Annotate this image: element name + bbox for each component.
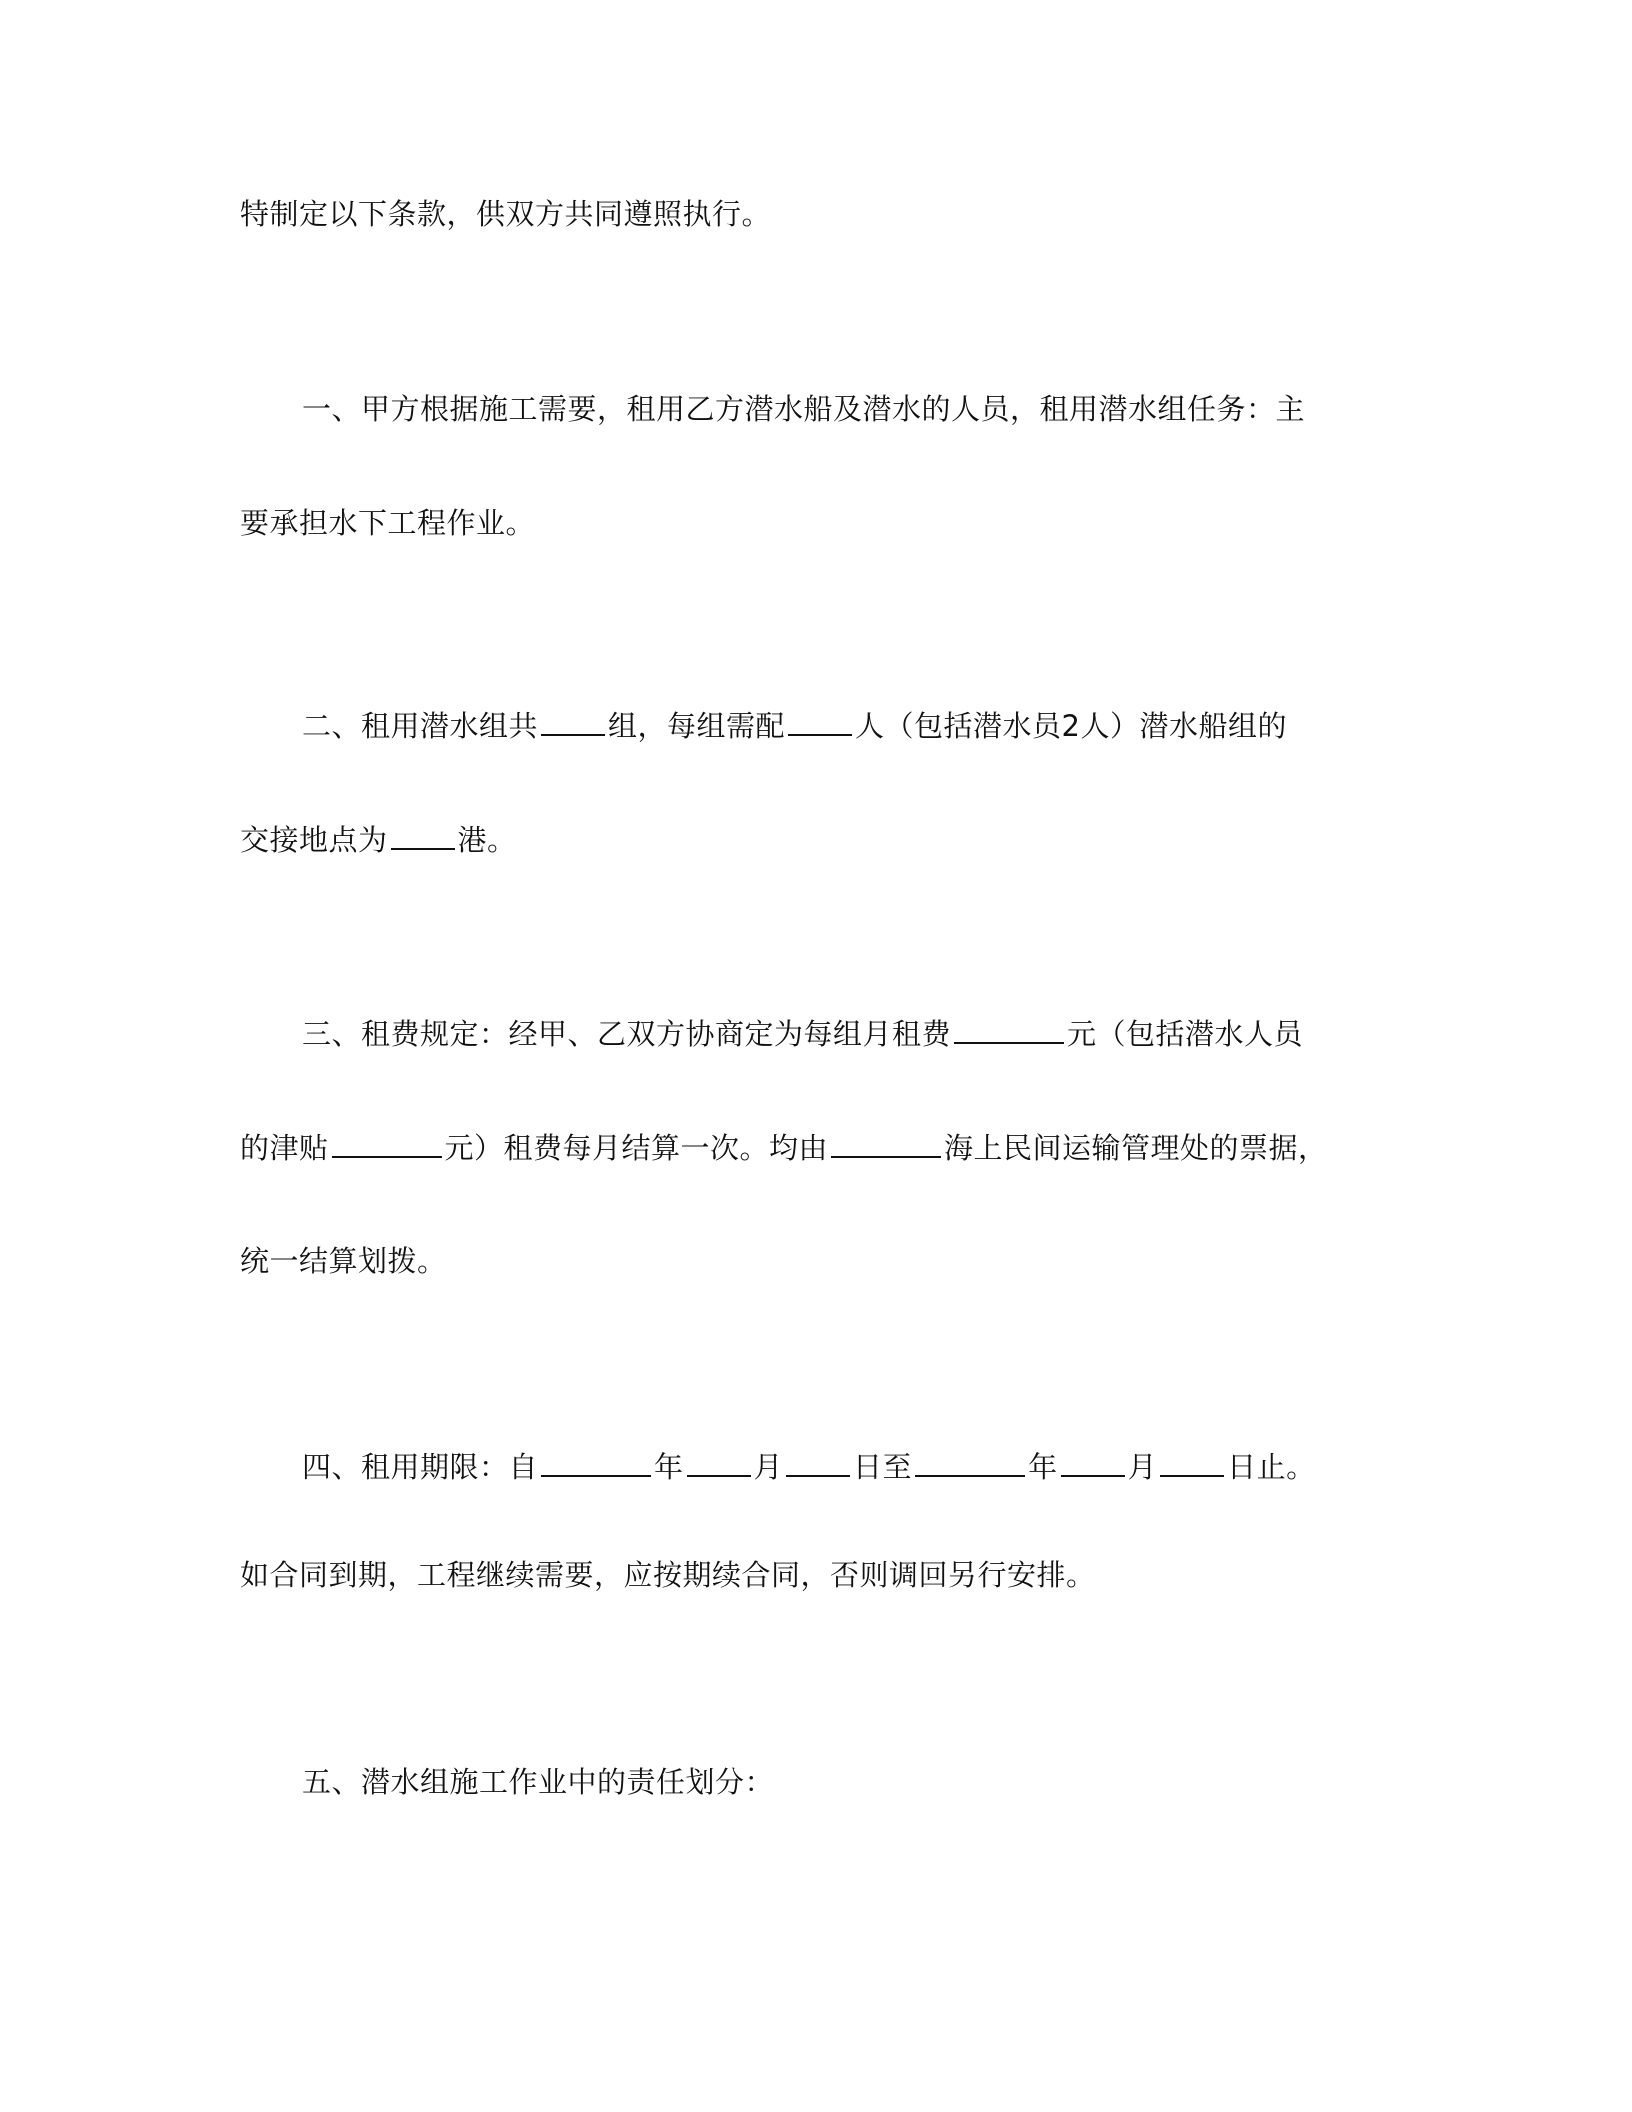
clause-3-text-a: 三、租费规定：经甲、乙双方协商定为每组月租费 bbox=[302, 1017, 952, 1051]
management-office-blank[interactable] bbox=[831, 1132, 941, 1158]
clause-4-year-1: 年 bbox=[654, 1450, 684, 1484]
clause-1-line-2 bbox=[240, 503, 535, 543]
clause-2-text-a: 二、租用潜水组共 bbox=[302, 709, 539, 743]
clause-2-text-c: 人（包括潜水员2人）潜水船组的 bbox=[855, 709, 1287, 743]
clause-2-line-1 bbox=[302, 706, 1287, 746]
end-year-blank[interactable] bbox=[915, 1451, 1025, 1477]
clause-3-line-3 bbox=[240, 1241, 447, 1281]
clause-3-line-1 bbox=[302, 1014, 1303, 1054]
end-day-blank[interactable] bbox=[1160, 1451, 1224, 1477]
clause-2-text-d: 交接地点为 bbox=[240, 823, 388, 857]
group-count-blank[interactable] bbox=[541, 710, 605, 736]
clause-3-text-c: 的津贴 bbox=[240, 1131, 329, 1165]
allowance-blank[interactable] bbox=[332, 1132, 442, 1158]
start-month-blank[interactable] bbox=[687, 1451, 751, 1477]
intro-line bbox=[240, 194, 771, 234]
intro-text: 特制定以下条款，供双方共同遵照执行。 bbox=[240, 197, 772, 231]
clause-3-text-b: 元（包括潜水人员 bbox=[1067, 1017, 1304, 1051]
clause-4-text-b: 如合同到期，工程继续需要，应按期续合同，否则调回另行安排。 bbox=[240, 1558, 1096, 1592]
clause-4-month-2: 月 bbox=[1127, 1450, 1158, 1484]
end-month-blank[interactable] bbox=[1061, 1451, 1125, 1477]
clause-5-text: 五、潜水组施工作业中的责任划分： bbox=[302, 1765, 775, 1799]
clause-2-line-2 bbox=[240, 820, 517, 860]
clause-1-text-cont: 要承担水下工程作业。 bbox=[240, 506, 536, 540]
clause-4-line-1 bbox=[302, 1447, 1316, 1487]
clause-2-text-e: 港。 bbox=[457, 823, 517, 857]
clause-4-line-2 bbox=[240, 1555, 1096, 1595]
clause-2-text-b: 组，每组需配 bbox=[608, 709, 786, 743]
clause-4-month-1: 月 bbox=[753, 1450, 784, 1484]
clause-3-text-e: 海上民间运输管理处的票据， bbox=[944, 1131, 1328, 1165]
clause-1-line-1 bbox=[302, 389, 1305, 429]
members-per-group-blank[interactable] bbox=[788, 710, 852, 736]
clause-3-text-f: 统一结算划拨。 bbox=[240, 1244, 447, 1278]
start-year-blank[interactable] bbox=[541, 1451, 651, 1477]
monthly-fee-blank[interactable] bbox=[954, 1018, 1064, 1044]
clause-3-line-2 bbox=[240, 1128, 1328, 1168]
handover-port-blank[interactable] bbox=[391, 824, 455, 850]
clause-4-day-end: 日止。 bbox=[1227, 1450, 1316, 1484]
clause-3-text-d: 元）租费每月结算一次。均由 bbox=[444, 1131, 829, 1165]
clause-1-text: 一、甲方根据施工需要，租用乙方潜水船及潜水的人员，租用潜水组任务：主 bbox=[302, 392, 1306, 426]
clause-4-day-to: 日至 bbox=[853, 1450, 913, 1484]
clause-4-year-2: 年 bbox=[1028, 1450, 1058, 1484]
start-day-blank[interactable] bbox=[786, 1451, 850, 1477]
clause-4-text-a: 四、租用期限：自 bbox=[302, 1450, 539, 1484]
clause-5-line-1 bbox=[302, 1762, 774, 1802]
